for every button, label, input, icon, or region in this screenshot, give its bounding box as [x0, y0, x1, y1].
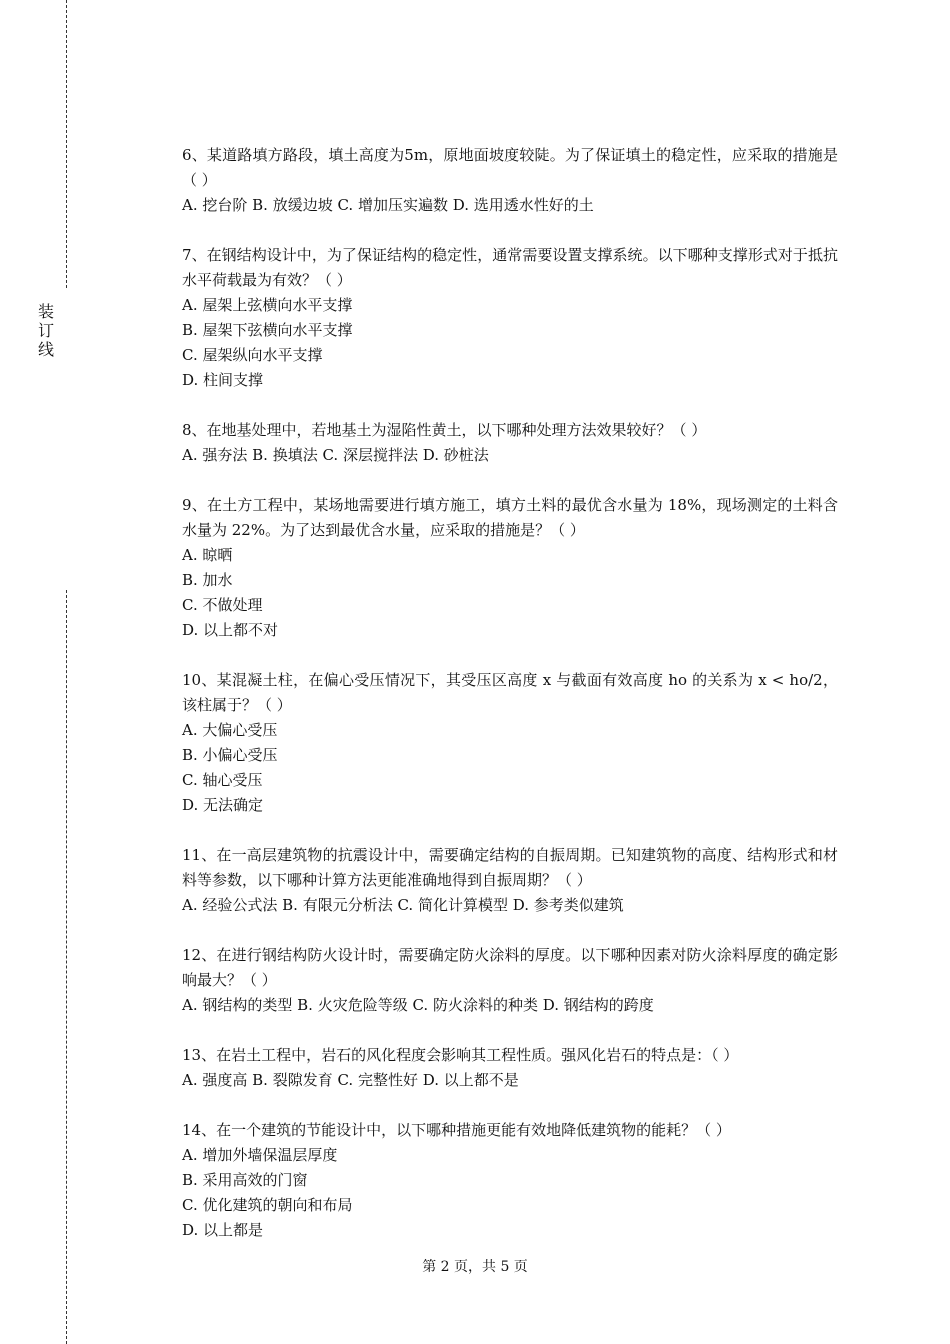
question-text: 9、在土方工程中，某场地需要进行填方施工，填方土料的最优含水量为 18%，现场测定的土料含水量为 22%。为了达到最优含水量，应采取的措施是？（ ）	[182, 496, 838, 539]
option-b: B. 小偏心受压	[182, 746, 278, 764]
option-a: A. 大偏心受压	[182, 721, 278, 739]
option-b: B. 采用高效的门窗	[182, 1171, 308, 1189]
question-text: 8、在地基处理中，若地基土为湿陷性黄土，以下哪种处理方法效果较好？（ ）	[182, 421, 707, 439]
option-a: A. 屋架上弦横向水平支撑	[182, 296, 353, 314]
question-text: 12、在进行钢结构防火设计时，需要确定防火涂料的厚度。以下哪种因素对防火涂料厚度的确定影响最大？（ ）	[182, 946, 838, 989]
binding-char: 线	[37, 340, 54, 359]
option-c: C. 不做处理	[182, 596, 263, 614]
question-10	[182, 668, 838, 818]
question-options: A. 强度高 B. 裂隙发育 C. 完整性好 D. 以上都不是	[182, 1071, 519, 1089]
question-options: A. 强夯法 B. 换填法 C. 深层搅拌法 D. 砂桩法	[182, 446, 489, 464]
question-text: 7、在钢结构设计中，为了保证结构的稳定性，通常需要设置支撑系统。以下哪种支撑形式对于抵抗水平荷载最为有效？（ ）	[182, 246, 838, 289]
option-a: A. 晾晒	[182, 546, 233, 564]
question-8	[182, 418, 838, 468]
binding-char: 装	[37, 302, 54, 321]
question-11	[182, 843, 838, 918]
question-text: 13、在岩土工程中，岩石的风化程度会影响其工程性质。强风化岩石的特点是：（ ）	[182, 1046, 739, 1064]
binding-label	[36, 302, 56, 359]
question-7	[182, 243, 838, 393]
binding-dashed-line-top	[66, 0, 67, 288]
option-c: C. 优化建筑的朝向和布局	[182, 1196, 353, 1214]
option-c: C. 屋架纵向水平支撑	[182, 346, 323, 364]
question-options: A. 经验公式法 B. 有限元分析法 C. 简化计算模型 D. 参考类似建筑	[182, 896, 624, 914]
question-text: 10、某混凝土柱，在偏心受压情况下，其受压区高度 x 与截面有效高度 ho 的关系为 x < ho/2，该柱属于？（ ）	[182, 671, 838, 714]
question-6	[182, 143, 838, 218]
option-c: C. 轴心受压	[182, 771, 263, 789]
page-footer: 第 2 页，共 5 页	[422, 1259, 528, 1275]
option-d: D. 以上都是	[182, 1221, 264, 1239]
question-list	[182, 143, 838, 1268]
binding-dashed-line-bottom	[66, 590, 67, 1344]
question-options: A. 钢结构的类型 B. 火灾危险等级 C. 防火涂料的种类 D. 钢结构的跨度	[182, 996, 654, 1014]
option-d: D. 柱间支撑	[182, 371, 264, 389]
question-14	[182, 1118, 838, 1243]
question-options: A. 挖台阶 B. 放缓边坡 C. 增加压实遍数 D. 选用透水性好的土	[182, 196, 594, 214]
question-text: 14、在一个建筑的节能设计中，以下哪种措施更能有效地降低建筑物的能耗？（ ）	[182, 1121, 731, 1139]
option-b: B. 屋架下弦横向水平支撑	[182, 321, 353, 339]
option-d: D. 无法确定	[182, 796, 264, 814]
option-a: A. 增加外墙保温层厚度	[182, 1146, 338, 1164]
question-9	[182, 493, 838, 643]
binding-char: 订	[37, 321, 54, 340]
question-13	[182, 1043, 838, 1093]
question-text: 6、某道路填方路段，填土高度为5m，原地面坡度较陡。为了保证填土的稳定性，应采取的措施是（ ）	[182, 146, 838, 189]
option-d: D. 以上都不对	[182, 621, 279, 639]
option-b: B. 加水	[182, 571, 233, 589]
question-text: 11、在一高层建筑物的抗震设计中，需要确定结构的自振周期。已知建筑物的高度、结构形式和材料等参数，以下哪种计算方法更能准确地得到自振周期？（ ）	[182, 846, 838, 889]
question-12	[182, 943, 838, 1018]
